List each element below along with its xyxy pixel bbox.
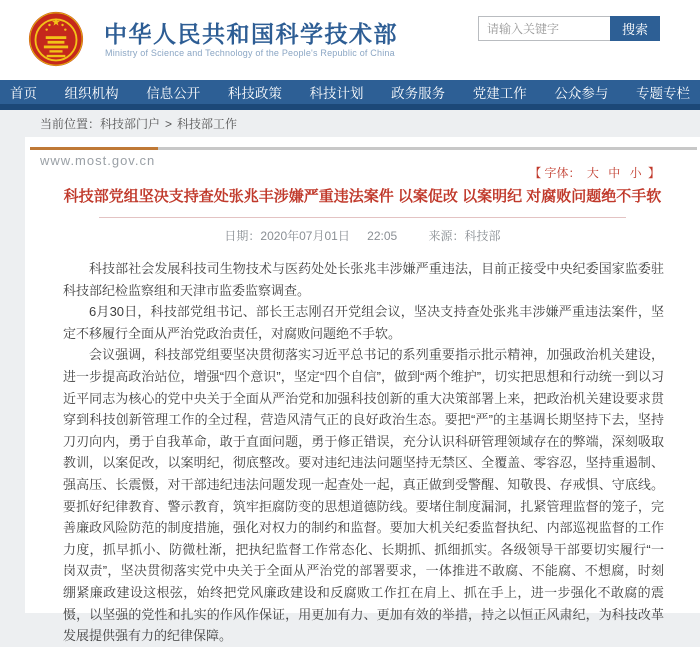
nav-item-public-participation[interactable]: 公众参与 [554, 86, 609, 101]
nav-item-home[interactable]: 首页 [10, 86, 37, 101]
article-time: 22:05 [367, 229, 398, 243]
site-subtitle: Ministry of Science and Technology of the People's Republic of China [105, 48, 395, 58]
site-url-label: www.most.gov.cn [40, 153, 156, 168]
article-source: 来源：科技部 [428, 229, 501, 243]
search-button[interactable]: 搜索 [610, 16, 660, 41]
main-nav [0, 80, 700, 104]
font-widget-bracket-open: 【 [529, 166, 542, 180]
nav-item-info-disclosure[interactable]: 信息公开 [146, 86, 201, 101]
article-title: 科技部党组坚决支持查处张兆丰涉嫌严重违法案件 以案促改 以案明纪 对腐败问题绝不手软 [63, 188, 662, 205]
national-emblem-logo[interactable] [28, 11, 84, 67]
font-widget-bracket-close: 】 [647, 166, 660, 180]
site-header [0, 0, 700, 80]
nav-item-gov-services[interactable]: 政务服务 [391, 86, 446, 101]
content-divider-bar [30, 147, 697, 150]
content-divider-accent [30, 147, 158, 150]
font-size-large-button[interactable]: 大 [586, 166, 599, 180]
search-bar [478, 16, 660, 41]
article-body [63, 258, 664, 647]
breadcrumb-separator: > [165, 116, 173, 131]
china-emblem-icon [28, 11, 84, 67]
site-title[interactable]: 中华人民共和国科学技术部 [104, 21, 398, 47]
article-paragraph-1: 科技部社会发展科技司生物技术与医药处处长张兆丰涉嫌严重违法，目前正接受中央纪委国家监委驻科技部纪检监察组和天津市监委监察调查。 [63, 261, 664, 298]
article-container [25, 137, 700, 644]
font-size-medium-button[interactable]: 中 [608, 166, 621, 180]
font-widget-label: 字体： [544, 166, 581, 180]
article-meta [25, 227, 700, 244]
breadcrumb [0, 110, 700, 137]
breadcrumb-prefix: 当前位置： [40, 117, 101, 131]
breadcrumb-link-portal[interactable]: 科技部门户 [100, 117, 161, 131]
nav-item-special-topics[interactable]: 专题专栏 [636, 86, 690, 101]
search-input[interactable] [478, 16, 610, 41]
nav-item-sci-programs[interactable]: 科技计划 [309, 86, 364, 101]
font-size-widget [529, 164, 660, 181]
font-size-small-button[interactable]: 小 [629, 166, 642, 180]
article-paragraph-3: 会议强调，科技部党组要坚决贯彻落实习近平总书记的系列重要指示批示精神，加强政治机关建设，进一步提高政治站位，增强“四个意识”，坚定“四个自信”，做到“两个维护”，切实把思想和行动统一到以习近平同志为核心的党中央关于全面从严治党和加强科技创新的重大决策部署上来，把政治机关建设要求贯穿到科技创新管理工作的全过程，营造风清气正的良好政治生态。要把“严”的主基调长期坚持下去，坚持刀刃向内，勇于自我革命，敢于直面问题，勇于修正错误，充分认识科研管理领域存在的弊端，深刻吸取教训，以案促改，以案明纪，彻底整改。要对违纪违法问题坚持无禁区、全覆盖、零容忍，坚持重遏制、强高压、长震慑，对干部违纪违法问题发现一起查处一起，真正做到受警醒、知敬畏、存戒惧、守底线。要抓好纪律教育、警示教育，筑牢拒腐防变的思想道德防线。要堵住制度漏洞，扎紧管理监督的笼子，完善廉政风险防范的制度措施，强化对权力的制约和监督。要加大机关纪委监督执纪、内部巡视监督的工作力度，抓早抓小、防微杜渐，把执纪监督工作常态化、长期抓、抓细抓实。各级领导干部要切实履行“一岗双责”，坚决贯彻落实党中央关于全面从严治党的部署要求，一体推进不敢腐、不能腐、不想腐，时刻绷紧廉政建设这根弦，始终把党风廉政建设和反腐败工作扛在肩上、抓在手上，进一步强化不敢腐的震慑，以坚强的党性和扎实的作风作保证，用更加有力、更加有效的举措，持之以恒正风肃纪，为科技改革发展提供强有力的纪律保障。 [63, 347, 664, 644]
article-date: 日期：2020年07月01日 [224, 229, 350, 243]
article-paragraph-2: 6月30日，科技部党组书记、部长王志刚召开党组会议，坚决支持查处张兆丰涉嫌严重违法案件，坚定不移履行全面从严治党政治责任，对腐败问题绝不手软。 [63, 304, 664, 341]
nav-item-party-building[interactable]: 党建工作 [472, 86, 527, 101]
title-divider [99, 217, 626, 218]
nav-item-organization[interactable]: 组织机构 [64, 86, 119, 101]
breadcrumb-link-most-work[interactable]: 科技部工作 [177, 117, 238, 131]
nav-item-sci-policy[interactable]: 科技政策 [227, 86, 282, 101]
